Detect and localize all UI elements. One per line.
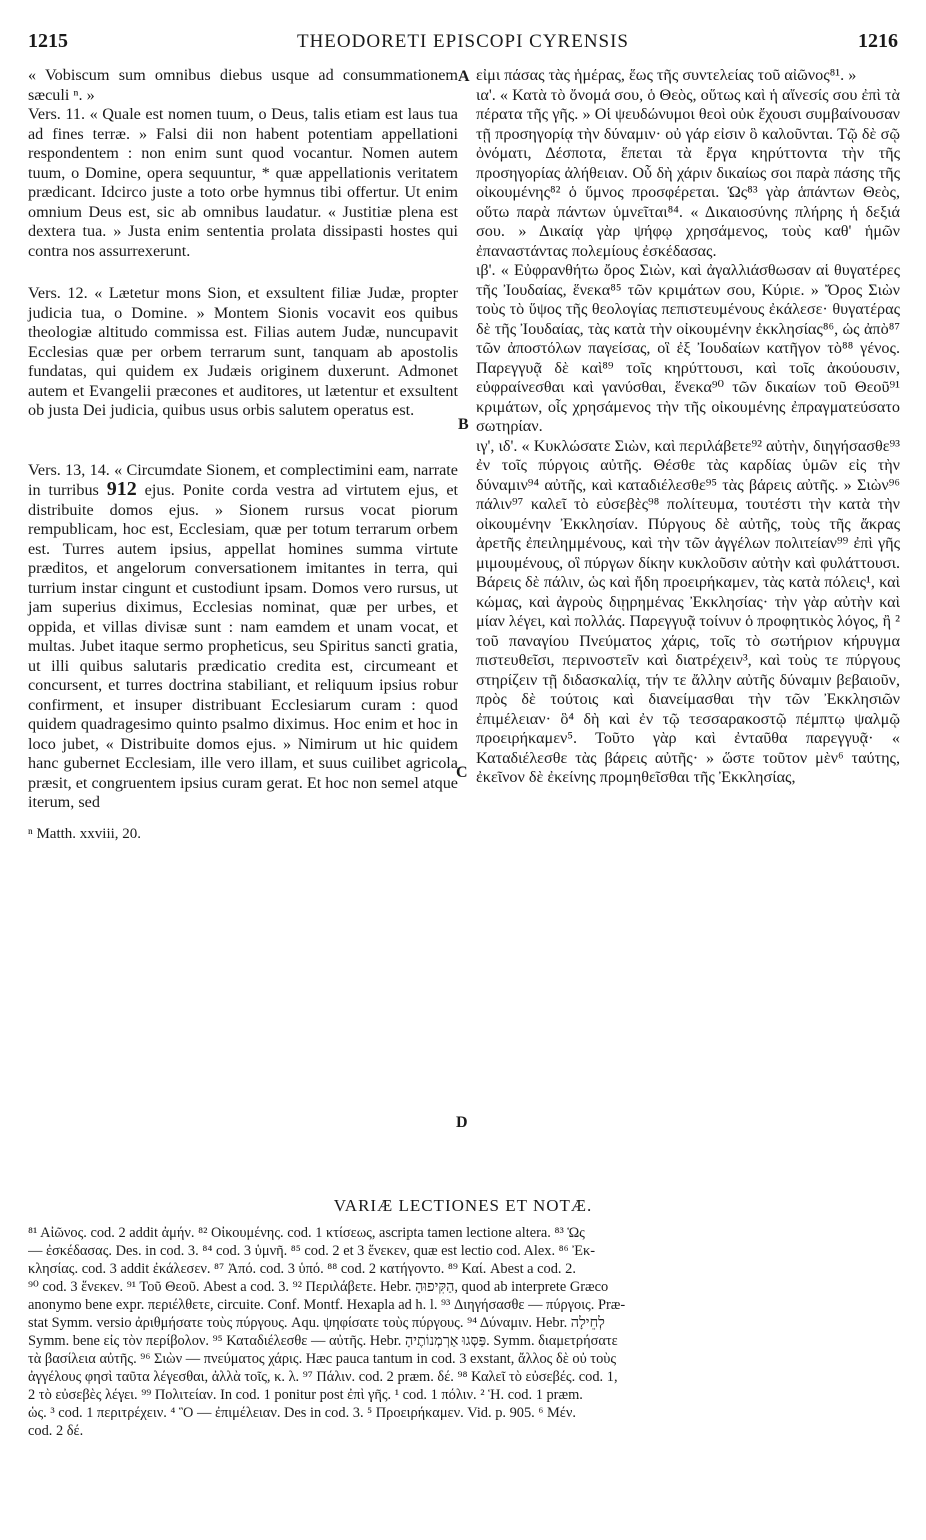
variae-lectiones-section bbox=[28, 1196, 898, 1440]
note-line: anonymo bene expr. περιέλθετε, circuite. Conf. Montf. Hexapla ad h. l. ⁹³ Διηγήσασθε — πύργοις. Præ- bbox=[28, 1297, 626, 1313]
note-line: cod. 2 δέ. bbox=[28, 1423, 84, 1439]
page-number-left: 1215 bbox=[28, 30, 68, 52]
latin-paragraph-3: Vers. 12. « Lætetur mons Sion, et exsultent filiæ Judæ, propter judicia tua, o Domine. » Montem Sionis vocavit eos quibus theologiæ altitudo commissa est. Filias autem Judæ, nuncupavit Ecclesias quæ per orbem terrarum sunt, tanquam ab apostolis fundatas, qui quidem ex Judæis originem duxerunt. Admonet autem et Evangelii præcones et auditores, ut lætentur et exsultent ob justa Dei judicia, quibus usus orbis salutem operatus est. bbox=[28, 284, 458, 419]
note-line: ⁹⁰ cod. 3 ἕνεκεν. ⁹¹ Τοῦ Θεοῦ. Abest a cod. 3. ⁹² Περιλάβετε. Hebr. הַקִּיפוּהָ, quod ab interprete Græco bbox=[28, 1279, 609, 1295]
latin-footnote-text: ⁿ Matth. xxviii, 20. bbox=[28, 825, 142, 842]
margin-letter-b: B bbox=[458, 416, 469, 433]
greek-paragraph-1: εἰμι πάσας τὰς ἡμέρας, ἕως τῆς συντελείας τοῦ αἰῶνος⁸¹. » bbox=[476, 66, 857, 84]
margin-letter-c: C bbox=[456, 764, 468, 781]
latin-column bbox=[28, 66, 458, 844]
note-line: τὰ βασίλεια αὐτῆς. ⁹⁶ Σιὼν — πνεύματος χάρις. Hæc pauca tantum in cod. 3 exstant, ἄλλος δὲ οὐ τοὺς bbox=[28, 1351, 617, 1367]
notes-body bbox=[28, 1224, 898, 1440]
latin-paragraph-4-start: Vers. 13, 14. « Circumdate Sionem, et complectimini eam, narrate in turribus bbox=[28, 460, 458, 499]
latin-paragraph-2: Vers. 11. « Quale est nomen tuum, o Deus, talis etiam est laus tua ad fines terræ. » Falsi dii non habent potentiam appellationi respondentem : non enim sunt quod vocantur. Nomen autem tuum, o Domine, opera sequuntur, * quæ appellationis veritatem prædicant. Idcirco juste a toto orbe hymnus tibi offertur. Ut enim omnium Deus est, sic ab omnibus laudatur. « Justitiæ plena est dextera tua. » Justa enim sententia prolata dissipasti hostes qui contra nos assurrexerunt. bbox=[28, 105, 458, 260]
page-header bbox=[28, 30, 898, 60]
latin-paragraph-4 bbox=[28, 461, 458, 813]
notes-heading: VARIÆ LECTIONES ET NOTÆ. bbox=[333, 1196, 593, 1215]
note-line: ⁸¹ Αἰῶνος. cod. 2 addit ἀμήν. ⁸² Οἰκουμένης. cod. 1 κτίσεως, ascripta tamen lectione altera. ⁸³ Ὡς bbox=[28, 1225, 585, 1241]
note-line: stat Symm. versio ἀριθμήσατε τοὺς πύργους. Aqu. ψηφίσατε τοὺς πύργους. ⁹⁴ Δύναμιν. Hebr. לְחֵילָה bbox=[28, 1315, 605, 1331]
greek-paragraph-4: ιγ', ιδ'. « Κυκλώσατε Σιὼν, καὶ περιλάβετε⁹² αὐτὴν, διηγήσασθε⁹³ ἐν τοῖς πύργοις αὐτῆς. Θέσθε τὰς καρδίας ὑμῶν εἰς τὴν δύναμιν⁹⁴ αὐτῆς, καὶ καταδιέλεσθε⁹⁵ τὰς βάρεις αὐτῆς. » Σιὼν⁹⁶ πάλιν⁹⁷ καλεῖ τὸ εὐσεβὲς⁹⁸ πολίτευμα, τουτέστι τὴν κατὰ τὴν οἰκουμένην Ἐκκλησίαν. Πύργους δὲ αὐτῆς, τοὺς τῆς ἄκρας ἀρετῆς ἐπειλημμένους, καὶ τὴν τῶν ἀγγέλων πολιτείαν⁹⁹ ἐπὶ γῆς μιμουμένους, οἳ πύργων δίκην κυκλοῦσιν αὐτὴν καὶ φυλάττουσι. Βάρεις δὲ πάλιν, ὡς καὶ ἤδη προειρήκαμεν, τὰς κατὰ πόλεις¹, καὶ κώμας, καὶ ἀγροὺς διῃρημένας Ἐκκλησίας· τὴν γὰρ αὐτὴν καὶ μίαν λέγει, καὶ πολλάς. Παρεγγυᾷ τοίνυν ὁ προφητικὸς λόγος, ἢ ² τοῦ παναγίου Πνεύματος χάρις, τοῖς τὸ σωτήριον κήρυγμα πιστευθεῖσι, περινοστεῖν καὶ διατρέχειν³, καὶ τοὺς τε πύργους στηρίζειν τῇ διδασκαλίᾳ, τήν τε ἄλλην αὐτῆς δύναμιν βεβαιοῦν, πρὸς δὲ τούτοις καὶ διανείμασθαι τὴν τῶν Ἐκκλησιῶν ἐπιμέλειαν· ὃ⁴ δὴ καὶ ἐν τῷ τεσσαρακοστῷ πέμπτῳ ψαλμῷ προειρήκαμεν⁵. Τοῦτο γὰρ καὶ ἐνταῦθα παρεγγυᾷ· « Καταδιέλεσθε τὰς βάρεις αὐτῆς· » ὥστε τοῦτον μὲν⁶ ταύτης, ἐκεῖνον δὲ ἐκείνης προμηθεῖσθαι τῆς Ἐκκλησίας, bbox=[476, 436, 900, 786]
note-line: κλησίας. cod. 3 addit ἐκάλεσεν. ⁸⁷ Ἀπό. cod. 3 ὑπό. ⁸⁸ cod. 2 κατήγοντο. ⁸⁹ Καί. Abest a cod. 2. bbox=[28, 1261, 576, 1277]
note-line: ὡς. ³ cod. 1 περιτρέχειν. ⁴ Ὃ — ἐπιμέλειαν. Des in cod. 3. ⁵ Προειρήκαμεν. Vid. p. 905. ⁶ Μέν. bbox=[28, 1405, 576, 1421]
note-line: ἀγγέλους φησὶ ταῦτα λέγεσθαι, ἀλλὰ τοῖς, κ. λ. ⁹⁷ Πάλιν. cod. 2 præm. δέ. ⁹⁸ Καλεῖ τὸ εὐσεβές. cod. 1, bbox=[28, 1369, 618, 1385]
latin-paragraph-4-rest: ejus. Ponite corda vestra ad virtutem ejus, et distribuite domos ejus. » Sionem rursus vocat piorum rempublicam, hoc est, Ecclesiam, quæ per totum terrarum orbem est. Turres autem ipsius, appellat homines summa virtute præditos, et angelorum conversationem imitantes in terra, qui turrium instar cingunt et custodiunt ipsam. Domos vero rursus, ut jam superius diximus, Ecclesias nominat, quæ per urbes, et oppida, et villas divisæ sunt : nam eamdem et unam vocat, et multas. Jubet itaque sermo propheticus, seu Spiritus sancti gratia, ut illi quibus salutaris prædicatio credita est, circumeant et concursent, et turres doctrina stabiliant, et reliquum ipsius robur confirment, et insuper distribuant Ecclesiarum curam : quod quidem quadragesimo quinto psalmo diximus. Hoc enim et hoc in loco jubet, « Distribuite domos ejus. » Nimirum ut hic quidem hanc gubernet Ecclesiam, ille vero illam, et suus cuilibet agricola præsit, et congruentem ipsius curam gerat. Et hoc non semel atque iterum, sed bbox=[28, 481, 459, 811]
note-line: Symm. bene εἰς τὸν περίβολον. ⁹⁵ Καταδιέλεσθε — αὐτῆς. Hebr. פַּסְּגוּ אַרְמְנוֹתֶיהָ. Symm. διαμετρήσατε bbox=[28, 1333, 618, 1349]
note-line: — ἐσκέδασας. Des. in cod. 3. ⁸⁴ cod. 3 ὑμνῆ. ⁸⁵ cod. 2 et 3 ἕνεκεν, quæ est lectio cod. Alex. ⁸⁶ Ἐκ- bbox=[28, 1243, 596, 1259]
latin-paragraph-1: « Vobiscum sum omnibus diebus usque ad consummationem sæculi ⁿ. » bbox=[28, 66, 458, 104]
greek-column bbox=[476, 66, 900, 788]
column-number: 912 bbox=[106, 478, 137, 500]
page-number-right: 1216 bbox=[858, 30, 898, 52]
margin-letter-a: A bbox=[458, 68, 470, 85]
greek-paragraph-3: ιβ'. « Εὐφρανθήτω ὄρος Σιὼν, καὶ ἀγαλλιάσθωσαν αἱ θυγατέρες τῆς Ἰουδαίας, ἕνεκα⁸⁵ τῶν κριμάτων σου, Κύριε. » Ὄρος Σιὼν τοὺς τὸ ὕψος τῆς θεολογίας πεπιστευμένους ἐκάλεσε· θυγατέρας δὲ τῆς Ἰουδαίας, τὰς κατὰ τὴν οἰκουμένην ἐκκλησίας⁸⁶, ὡς ἀπὸ⁸⁷ τῶν ἀποστόλων παγείσας, οἳ ἐξ Ἰουδαίων κατῆγον τὸ⁸⁸ γένος. Παρεγγυᾷ δὲ καὶ⁸⁹ τοῖς κηρύττουσι, καὶ τοῖς ἀκούουσιν, εὐφραίνεσθαι καὶ γανύσθαι, ἕνεκα⁹⁰ τῶν δικαίων τοῦ Θεοῦ⁹¹ κριμάτων, οἷς χρησάμενος τὴν τῆς οἰκουμένης ἐπραγματεύσατο σωτηρίαν. bbox=[476, 261, 900, 435]
latin-footnote bbox=[28, 825, 458, 845]
greek-paragraph-2: ια'. « Κατὰ τὸ ὄνομά σου, ὁ Θεὸς, οὕτως καὶ ἡ αἴνεσίς σου ἐπὶ τὰ πέρατα τῆς γῆς. » Οἱ ψευδώνυμοι θεοὶ οὐκ ἔχουσι συμβαίνουσαν τῇ προσηγορίᾳ τὴν δύναμιν· οὐ γάρ εἰσιν ὃ καλοῦνται. Τῷ δὲ σῷ ὀνόματι, Δέσποτα, ἕπεται τὰ ἔργα κηρύττοντα τὴν τῆς προσηγορίας ἀλήθειαν. Οὗ δὴ χάριν δικαίως σοι παρὰ πάσης τῆς οἰκουμένης⁸² ὁ ὕμνος προσφέρεται. Ὡς⁸³ γὰρ ἁπάντων Θεὸς, οὕτω παρὰ πάντων ὑμνεῖται⁸⁴. « Δικαιοσύνης πλήρης ἡ δεξιά σου. » Δικαίᾳ γὰρ ψήφῳ χρησάμενος, τοὺς καθ' ἡμῶν ἐπαναστάντας πολεμίους ἐσκέδασας. bbox=[476, 85, 900, 260]
margin-letter-d: D bbox=[456, 1114, 468, 1131]
note-line: 2 τὸ εὐσεβὲς λέγει. ⁹⁹ Πολιτείαν. In cod. 1 ponitur post ἐπὶ γῆς. ¹ cod. 1 πόλιν. ² Ἡ. cod. 1 præm. bbox=[28, 1387, 583, 1403]
running-title: THEODORETI EPISCOPI CYRENSIS bbox=[296, 31, 630, 52]
